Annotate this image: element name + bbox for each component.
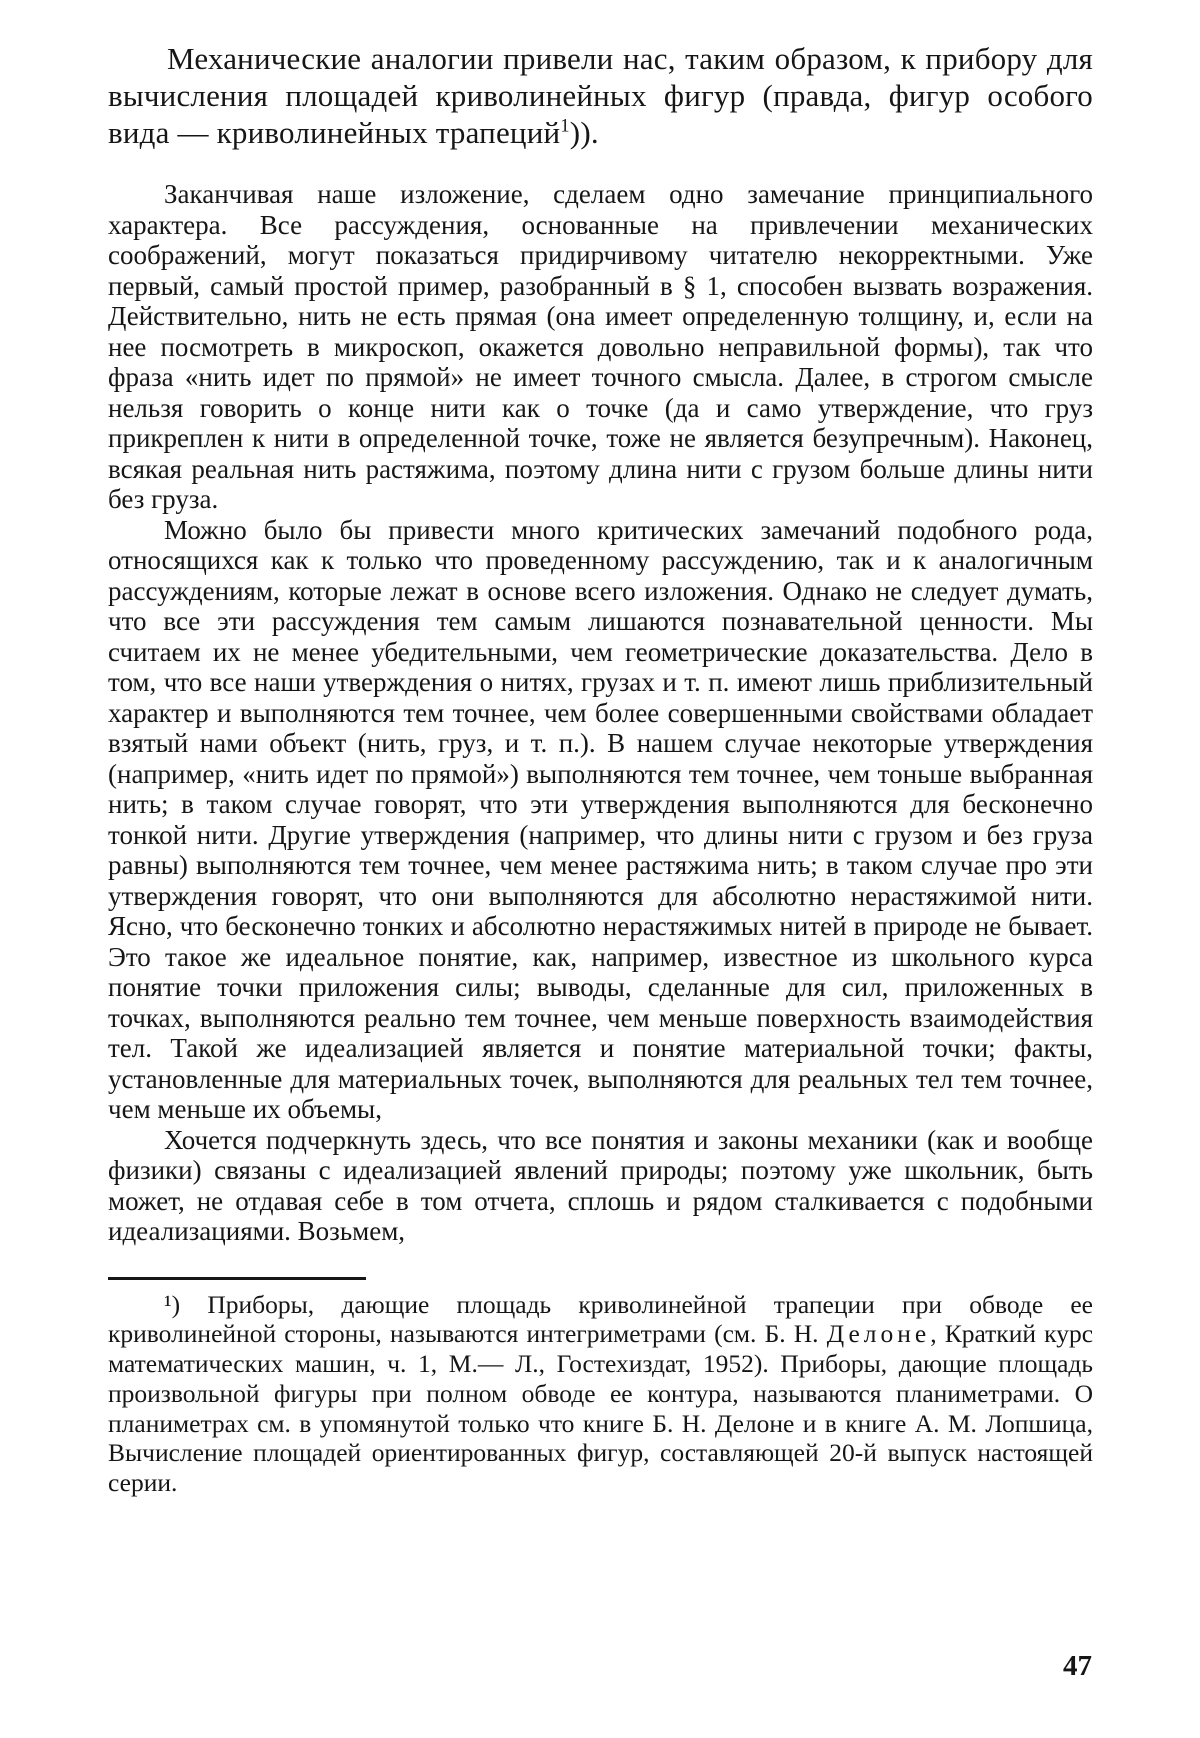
page-number: 47 xyxy=(1063,1650,1092,1683)
paragraph-1: Заканчивая наше изложение, сделаем одно замечание принципиального характера. Все рассуждения, основанные на привлечении механических соображений, могут показаться придирчивому читателю некорректными. Уже первый, самый простой пример, разобранный в § 1, способен вызвать возражения. Действительно, нить не есть прямая (она имеет определенную толщину, и, если на нее посмотреть в микроскоп, окажется довольно неправильной формы), так что фраза «нить идет по прямой» не имеет точного смысла. Далее, в строгом смысле нельзя говорить о конце нити как о точке (да и само утверждение, что груз прикреплен к нити в определенной точке, тоже не является безупречным). Наконец, всякая реальная нить растяжима, поэтому длина нити с грузом больше длины нити без груза. xyxy=(108,179,1093,515)
paragraph-3: Хочется подчеркнуть здесь, что все понятия и законы механики (как и вообще физики) связаны с идеализацией явлений природы; поэтому уже школьник, быть может, не отдавая себе в том отчета, сплошь и рядом сталкивается с подобными идеализациями. Возьмем, xyxy=(108,1125,1093,1247)
footnote xyxy=(108,1290,1093,1499)
paragraph-2: Можно было бы привести много критических замечаний подобного рода, относящихся как к только что проведенному рассуждению, так и к аналогичным рассуждениям, которые лежат в основе всего изложения. Однако не следует думать, что все эти рассуждения тем самым лишаются познавательной ценности. Мы считаем их не менее убедительными, чем геометрические доказательства. Дело в том, что все наши утверждения о нитях, грузах и т. п. имеют лишь приблизительный характер и выполняются тем точнее, чем более совершенными свойствами обладает взятый нами объект (нить, груз, и т. п.). В нашем случае некоторые утверждения (например, «нить идет по прямой») выполняются тем точнее, чем тоньше выбранная нить; в таком случае говорят, что эти утверждения выполняются для бесконечно тонкой нити. Другие утверждения (например, что длины нити с грузом и без груза равны) выполняются тем точнее, чем менее растяжима нить; в таком случае про эти утверждения говорят, что они выполняются для абсолютно нерастяжимой нити. Ясно, что бесконечно тонких и абсолютно нерастяжимых нитей в природе не бывает. Это такое же идеальное понятие, как, например, известное из школьного курса понятие точки приложения силы; выводы, сделанные для сил, приложенных в точках, выполняются реально тем точнее, чем меньше поверхность взаимодействия тел. Такой же идеализацией является и понятие материальной точки; факты, установленные для материальных точек, выполняются для реальных тел тем точнее, чем меньше их объемы, xyxy=(108,515,1093,1125)
intro-tail: )). xyxy=(570,115,599,150)
footnote-marker: ¹) xyxy=(164,1290,180,1319)
intro-paragraph xyxy=(108,40,1093,151)
main-text xyxy=(108,179,1093,1247)
footnote-reference: 1 xyxy=(560,116,570,137)
intro-text: Механические аналогии привели нас, таким образом, к прибору для вычисления площадей криволинейных фигур (правда, фигур особого вида — криволинейных трапеций xyxy=(108,41,1093,150)
page xyxy=(108,40,1093,1498)
footnote-author: Делоне xyxy=(827,1319,930,1348)
footnote-divider xyxy=(108,1277,366,1280)
footnote-text-part2: , Краткий курс математических машин, ч. 1, М.— Л., Гостехиздат, 1952). Приборы, дающие площадь произвольной фигуры при полном обводе ее контура, называются планиметрами. О планиметрах см. в упомянутой только что книге Б. Н. Делоне и в книге А. М. Лопшица, Вычисление площадей ориентированных фигур, составляющей 20-й выпуск настоящей серии. xyxy=(108,1319,1093,1497)
footnote-text-part1: Приборы, дающие площадь криволинейной трапеции при обводе ее криволинейной стороны, называются интегриметрами (см. Б. Н. xyxy=(108,1290,1093,1349)
